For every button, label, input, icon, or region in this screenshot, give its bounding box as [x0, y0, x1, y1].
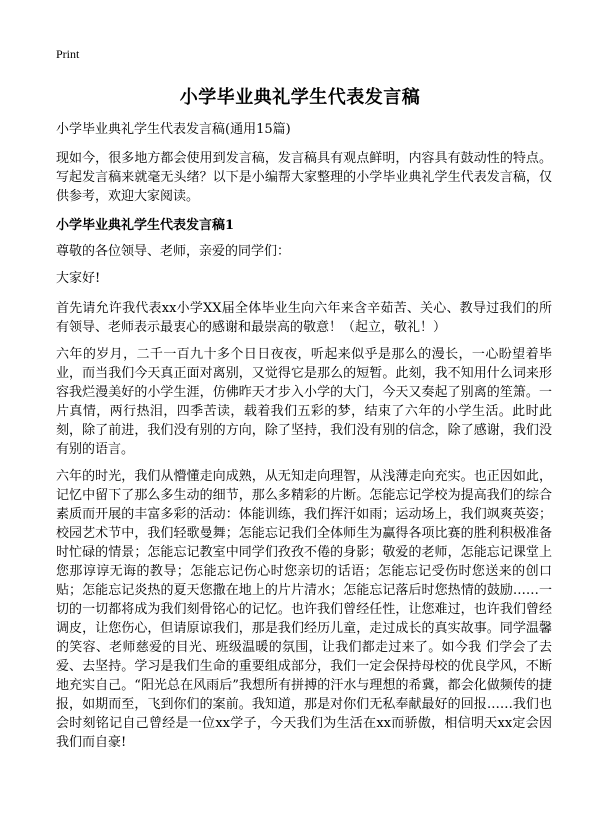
body-paragraph-2: 六年的岁月，二千一百九十多个日日夜夜，听起来似乎是那么的漫长，一心盼望着毕业，而当我们今天真正面对离别，又觉得它是那么的短暂。此刻，我不知用什么词来形容我烂漫美好的小学生涯，仿佛昨天才步入小学的大门，今天又奏起了别离的笙箫。一片真情，两行热泪，四季苦读，载着我们五彩的梦，结束了六年的小学生活。此时此刻，除了前进，我们没有别的方向，除了坚持，我们没有别的信念，除了感谢，我们没有别的语言。 — [56, 347, 552, 457]
print-link[interactable]: Print — [56, 47, 80, 61]
greeting: 大家好! — [56, 271, 101, 286]
salutation: 尊敬的各位领导、老师，亲爱的同学们： — [56, 244, 291, 259]
section-heading: 小学毕业典礼学生代表发言稿1 — [56, 218, 235, 233]
body-paragraph-3: 六年的时光，我们从懵懂走向成熟，从无知走向理智，从浅薄走向充实。也正因如此，记忆中留下了那么多生动的细节，那么多精彩的片断。怎能忘记学校为提高我们的综合素质而开展的丰富多彩的活动：体能训练，我们挥汗如雨；运动场上，我们飒爽英姿；校园艺术节中，我们轻歌曼舞；怎能忘记我们全体师生为赢得各项比赛的胜利积极准备时忙碌的情景；怎能忘记教室中同学们孜孜不倦的身影；敬爱的老师，怎能忘记课堂上您那谆谆无诲的教导；怎能忘记伤心时您亲切的话语；怎能忘记受伤时您送来的创口贴；怎能忘记炎热的夏天您撒在地上的片片清水；怎能忘记落后时您热情的鼓励……一切的一切都将成为我们刻骨铭心的记忆。也许我们曾经任性，让您难过，也许我们曾经调皮，让您伤心，但请原谅我们，那是我们经历儿童，走过成长的真实故事。同学温馨的笑容、老师慈爱的目光、班级温暖的氛围，让我们都走过来了。如今我 们学会了去爱、去坚持。学习是我们生命的重要组成部分，我们一定会保持母校的优良学风，不断地充实自己。“阳光总在风雨后”我想所有拼搏的汗水与理想的希冀，都会化做频传的捷报，如期而至，飞到你们的案前。我知道，那是对你们无私奉献最好的回报……我们也会时刻铭记自己曾经是一位xx学子，今天我们为生活在xx而骄傲，相信明天xx定会因我们而自豪! — [56, 469, 552, 750]
document-subtitle: 小学毕业典礼学生代表发言稿(通用15篇) — [56, 122, 291, 137]
intro-paragraph: 现如今，很多地方都会使用到发言稿，发言稿具有观点鲜明，内容具有鼓动性的特点。写起发言稿来就毫无头绪？以下是小编帮大家整理的小学毕业典礼学生代表发言稿，仅供参考，欢迎大家阅读。 — [56, 151, 552, 204]
body-paragraph-1: 首先请允许我代表xx小学XX届全体毕业生向六年来含辛茹苦、关心、教导过我们的所有领导、老师表示最衷心的感谢和最崇高的敬意！（起立，敬礼！） — [56, 301, 552, 335]
document-body — [56, 149, 552, 760]
page-title: 小学毕业典礼学生代表发言稿 — [179, 87, 421, 108]
